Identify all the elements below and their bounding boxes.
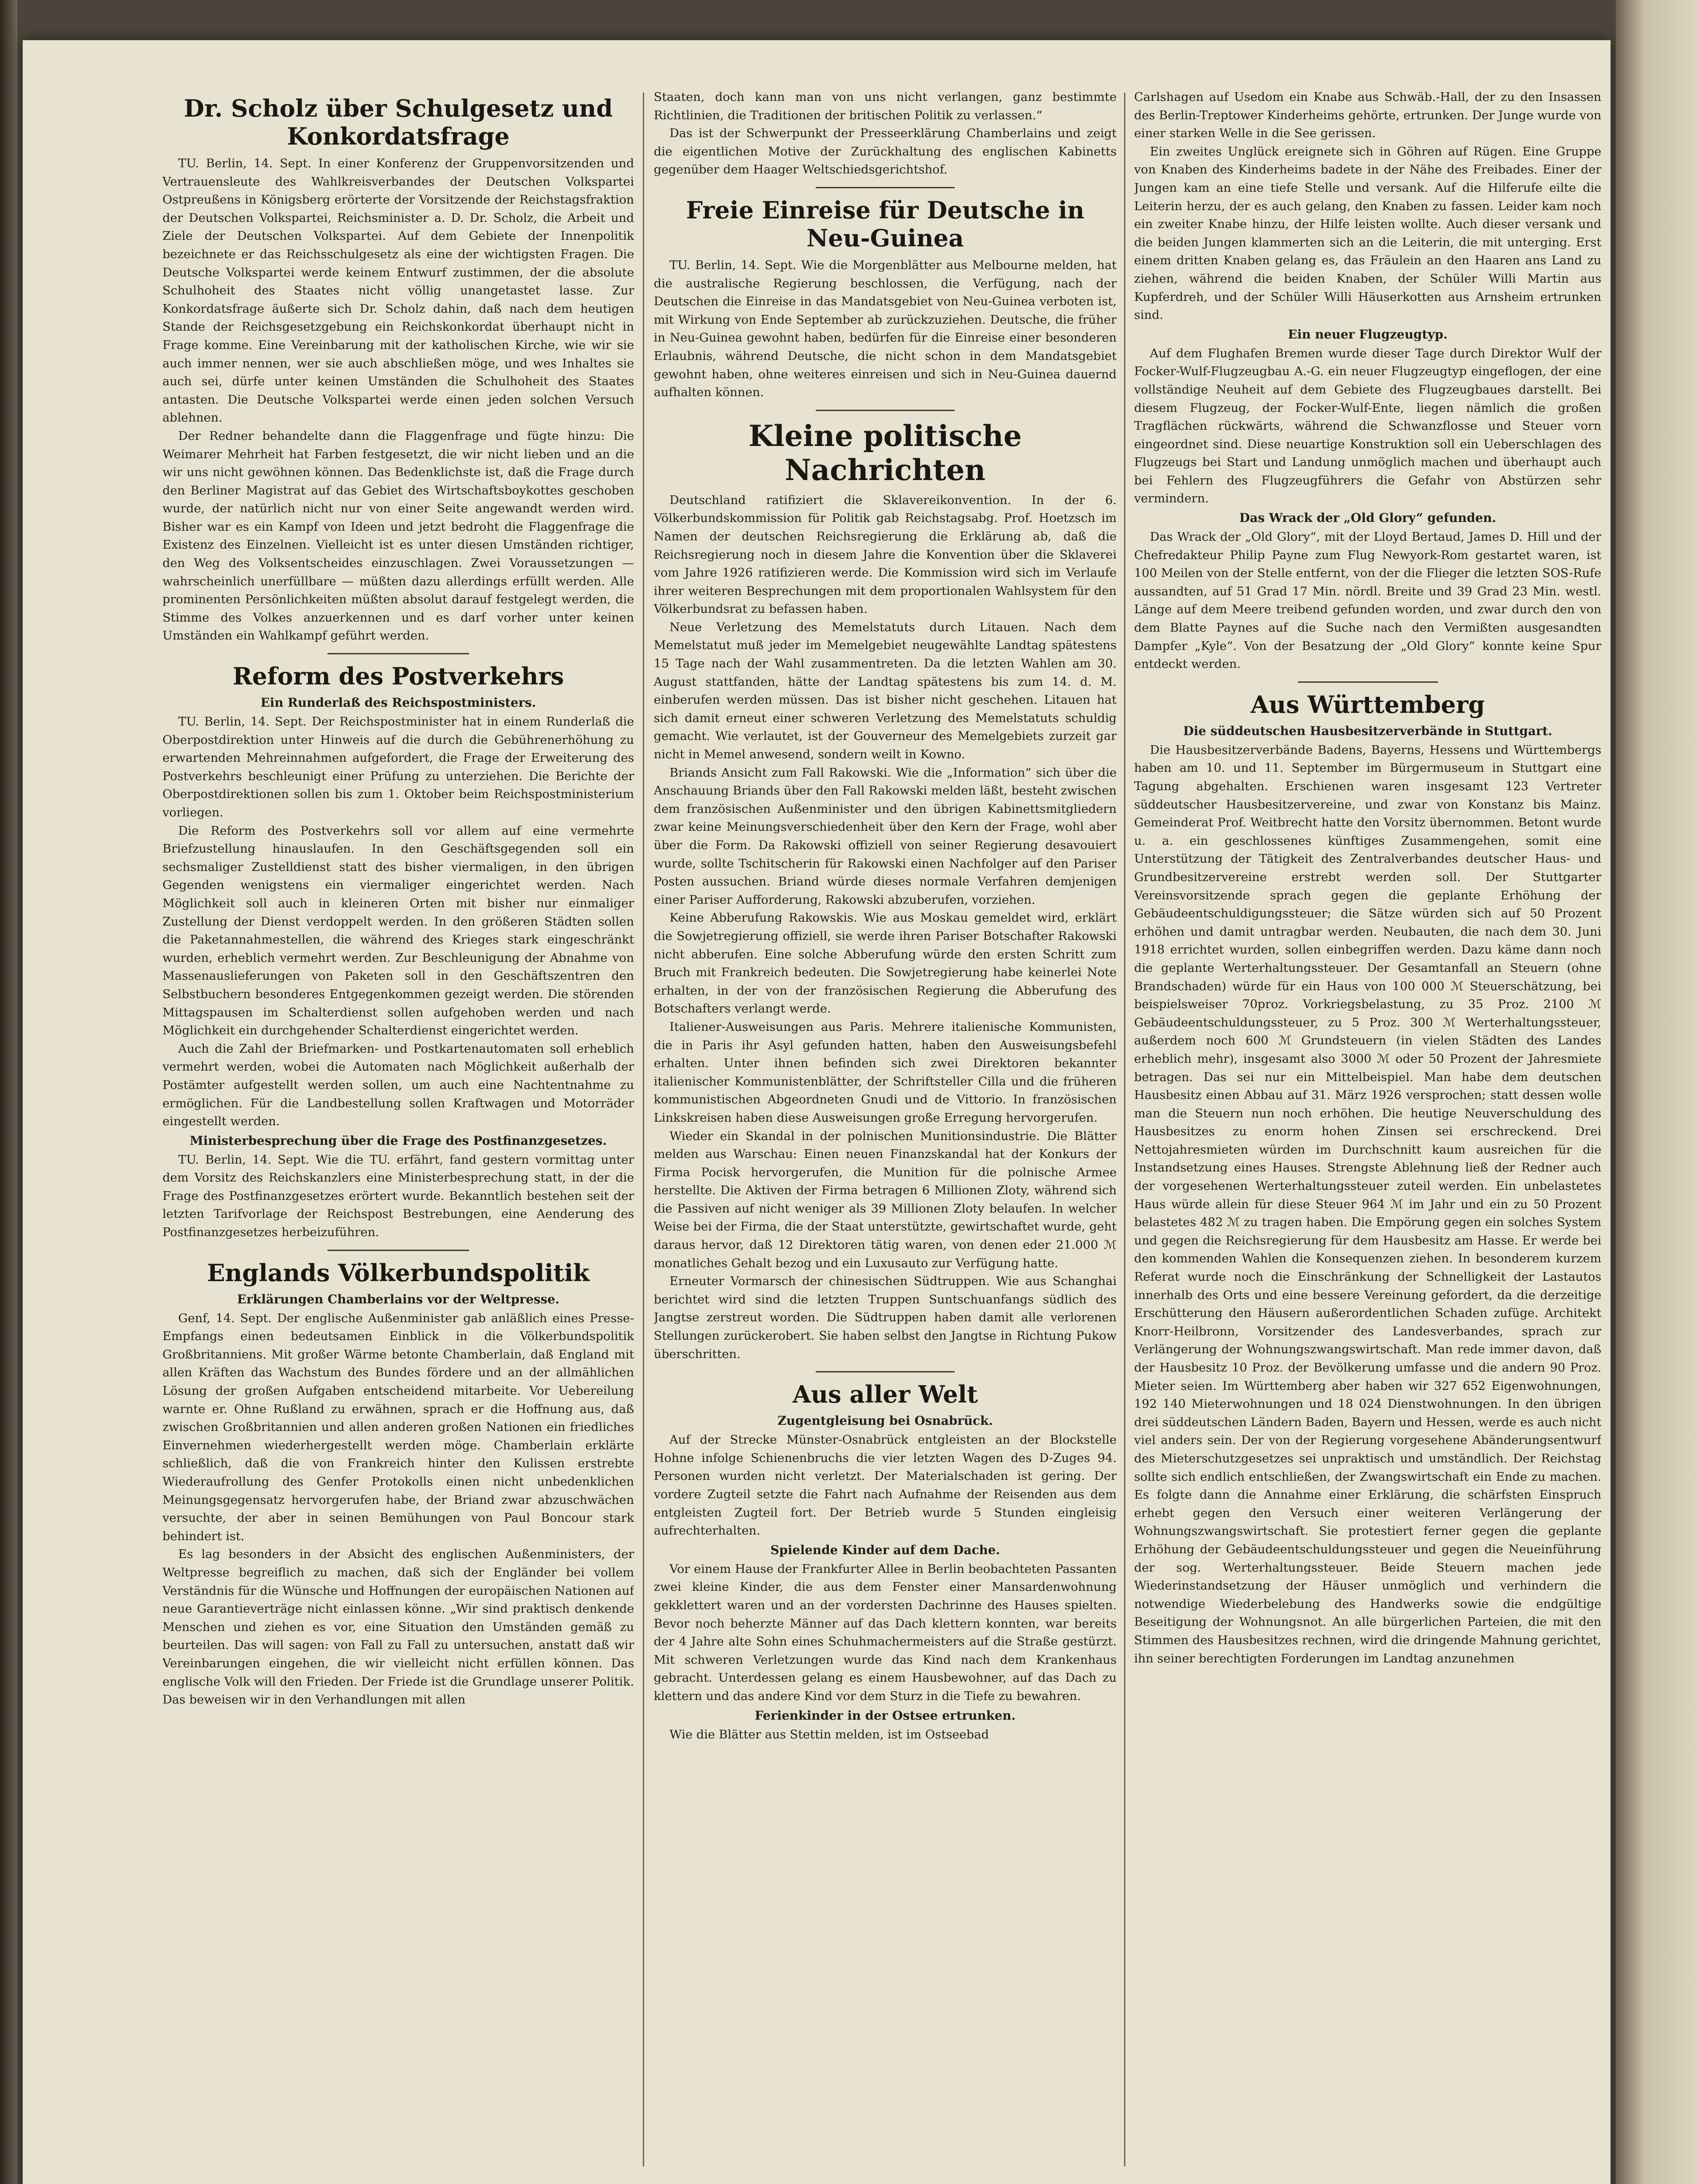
article-paragraph: Auch die Zahl der Briefmarken- und Postkartenautomaten soll erheblich vermehrt werden, wobei die Automaten nach Möglichkeit außerhalb der Postämter aufgestellt werden sollen, um auch eine Nachtentnahme zu ermöglichen. Für die Landbestellung sollen Kraftwagen und Motorräder eingestellt werden. [162,1041,634,1129]
newspaper-page [23,40,1611,2184]
section-separator [816,1371,955,1372]
article-headline: Freie Einreise für Deutsche in Neu-Guinea [686,196,1085,252]
article-paragraph: TU. Berlin, 14. Sept. Wie die TU. erfährt, fand gestern vormittag unter dem Vorsitz des Reichskanzlers eine Ministerbesprechung statt, in der die Frage des Postfinanzgesetzes erörtert wurde. Bekanntlich bestehen seit der letzten Tarifvorlage der Reichspost Bestrebungen, eine Aenderung des Postfinanzgesetzes herbeizuführen. [162,1152,634,1240]
article-headline: Aus Württemberg [1250,690,1485,719]
article-subheadline: Zugentgleisung bei Osnabrück. [777,1413,993,1428]
article-paragraph: Staaten, doch kann man von uns nicht verlangen, ganz bestimmte Richtlinien, die Traditionen der britischen Politik zu verlassen.“ [654,90,1117,122]
article-paragraph: Auf der Strecke Münster-Osnabrück entgleisten an der Blockstelle Hohne infolge Schienenbruchs die vier letzten Wagen des D-Zuges 94. Personen wurden nicht verletzt. Der Materialschaden ist gering. Der vordere Zugteil setzte die Fahrt nach Aufnahme der Reisenden aus dem entgleisten Zugteil fort. Der Betrieb wurde 5 Stunden eingleisig aufrechterhalten. [654,1433,1117,1538]
article-paragraph: Das ist der Schwerpunkt der Presseerklärung Chamberlains und zeigt die eigentlichen Motive der Zurückhaltung des englischen Kabinetts gegenüber dem Haager Weltschiedsgerichtshof. [654,126,1117,177]
article-paragraph: Vor einem Hause der Frankfurter Allee in Berlin beobachteten Passanten zwei kleine Kinder, die aus dem Fenster einer Mansardenwohnung gekklettert waren und an der vordersten Dachrinne des Hauses spielten. Bevor noch beherzte Männer auf das Dach klettern konnten, war bereits der 4 Jahre alte Sohn eines Schuhmachermeisters auf die Straße gestürzt. Mit schweren Verletzungen wurde das Kind nach dem Krankenhaus gebracht. Unterdessen gelang es einem Hausbewohner, auf das Dach zu klettern und das andere Kind vor dem Sturz in die Tiefe zu bewahren. [654,1562,1117,1703]
article-subheadline: Ministerbesprechung über die Frage des Postfinanzgesetzes. [190,1133,607,1148]
article-headline: Englands Völkerbundspolitik [207,1258,590,1287]
article-headline: Reform des Postverkehrs [232,662,564,691]
column-rule [1124,93,1125,2167]
section-separator [328,653,469,654]
column-3 [1134,88,1601,2175]
article-paragraph: Briands Ansicht zum Fall Rakowski. Wie die „Information“ sich über die Anschauung Briands über den Fall Rakowski melden läßt, besteht zwischen dem französischen Außenminister und den übrigen Kabinettsmitgliedern zwar keine Meinungsverschiedenheit über den Kern der Frage, wohl aber über die Form. Da Rakowski offiziell von seiner Regierung desavouiert wurde, sollte Tschitscherin für Rakowski einen Nachfolger auf den Pariser Posten aussuchen. Briand würde dieses normale Verfahren demjenigen einer Pariser Aufforderung, Rakowski abzuberufen, vorziehen. [654,765,1117,907]
article-paragraph: Deutschland ratifiziert die Sklavereikonvention. In der 6. Völkerbundskommission für Politik gab Reichstagsabg. Prof. Hoetzsch im Namen der deutschen Reichsregierung die Erklärung ab, daß die Reichsregierung noch in diesem Jahre die Konvention über die Sklaverei vom Jahre 1926 ratifizieren werde. Die Kommission wird sich im Verlaufe ihrer weiteren Besprechungen mit dem proportionalen Wahlsystem für den Völkerbundsrat zu befassen haben. [654,493,1117,616]
article-paragraph: Italiener-Ausweisungen aus Paris. Mehrere italienische Kommunisten, die in Paris ihr Asyl gefunden hatten, haben den Ausweisungsbefehl erhalten. Unter ihnen befinden sich zwei Direktoren bekannter italienischer Kommunistenblätter, der Schriftsteller Cilla und die früheren kommunistischen Abgeordneten Gnudi und de Vittorio. In französischen Linkskreisen haben diese Ausweisungen große Erregung hervorgerufen. [654,1019,1117,1125]
article-paragraph: Die Hausbesitzerverbände Badens, Bayerns, Hessens und Württembergs haben am 10. und 11. September im Bürgermuseum in Stuttgart eine Tagung abgehalten. Erschienen waren insgesamt 123 Vertreter süddeutscher Hausbesitzervereine, und zwar von Konstanz bis Mainz. Gemeinderat Prof. Weitbrecht hatte den Vorsitz übernommen. Betont wurde u. a. ein geschlossenes künftiges Zusammengehen, somit eine Unterstützung der Tätigkeit des Zentralverbandes deutscher Haus- und Grundbesitzervereine erstrebt werden soll. Der Stuttgarter Vereinsvorsitzende sprach gegen die geplante Erhöhung der Gebäudeentschuldigungssteuer; die Sätze würden sich auf 50 Prozent erhöhen und damit untragbar werden. Neubauten, die nach dem 30. Juni 1918 errichtet wurden, sollen einbegriffen werden. Dazu käme dann noch die geplante Werterhaltungssteuer. Der Gesamtanfall an Steuern (ohne Brandschaden) würde für ein Haus von 100 000 ℳ Steuerschätzung, bei beispielsweiser 70proz. Vorkriegsbelastung, zu 35 Proz. 2100 ℳ Gebäudeentschuldungssteuer, zu 5 Proz. 300 ℳ Werterhaltungssteuer, außerdem noch 600 ℳ Grundsteuern (in vielen Städten des Landes erheblich mehr), insgesamt also 3000 ℳ oder 50 Prozent der Jahresmiete betragen. Das sei nur ein Mittelbeispiel. Man habe dem deutschen Hausbesitz einen Abbau auf 31. März 1926 versprochen; statt dessen wolle man die Steuern nun noch erhöhen. Die heutige Neuverschuldung des Hausbesitzes zu enorm hohen Zinsen sei erschreckend. Drei Nettojahresmieten würden im Durchschnitt kaum ausreichen für die Instandsetzung eines Hauses. Strengste Ablehnung ließ der Redner auch der vorgesehenen Werterhaltungssteuer zuteil werden. Ein unbelastetes Haus würde allein für diese Steuer 964 ℳ im Jahr und ein zu 50 Prozent belastetes 482 ℳ zu tragen haben. Die Empörung gegen ein solches System und gegen die Reichsregierung für dem Hausbesitz am Hasse. Er werde bei den kommenden Wahlen die Konsequenzen ziehen. In besonderem kurzem Referat wurde noch die Einschränkung der Schnelligkeit der Lastautos innerhalb des Orts und eine bessere Vereinung gefordert, da die derzeitige Erschütterung den Häusern außerordentlichen Schaden zufüge. Architekt Knorr-Heilbronn, Vorsitzender des Landesverbandes, sprach zur Verlängerung der Wohnungszwangswirtschaft. Man rede immer davon, daß der Hausbesitz 10 Proz. der Bevölkerung umfasse und die andern 90 Proz. Mieter seien. Im Württemberg aber haben wir 327 652 Eigenwohnungen, 192 140 Mieterwohnungen und 18 024 Dienstwohnungen. In den übrigen drei süddeutschen Ländern Baden, Bayern und Hessen, werde es auch nicht viel anders sein. Der von der Regierung vorgesehene Abänderungsentwurf des Mieterschutzgesetzes sei unpraktisch und umständlich. Der Reichstag sollte sich endlich entschließen, der Zwangswirtschaft ein Ende zu machen. Es folgte dann die Annahme einer Erklärung, die schärfsten Einspruch erhebt gegen den Versuch einer weiteren Verlängerung der Wohnungszwangswirtschaft. Sie protestiert ferner gegen die geplante Erhöhung der Gebäudeentschuldungssteuer und gegen die Neueinführung der sog. Werterhaltungssteuer. Beide Steuern machen jede Wiederinstandsetzung der Häuser unmöglich und verhindern die notwendige Wiederbelebung des Handwerks sowie die endgültige Beseitigung der Wohnungsnot. An alle bürgerlichen Parteien, die mit den Stimmen des Hausbesitzes rechnen, wird die dringende Mahnung gerichtet, ihn seiner berechtigten Forderungen im Landtag anzunehmen [1134,743,1601,1666]
article-paragraph: Es lag besonders in der Absicht des englischen Außenministers, der Weltpresse begreiflich zu machen, daß sich der Engländer bei vollem Verständnis für die Wünsche und Hoffnungen der europäischen Nationen auf neue Garantieverträge nicht einlassen könne. „Wir sind praktisch denkende Menschen und ziehen es vor, eine Situation den Umständen gemäß zu beurteilen. Das will sagen: von Fall zu Fall zu untersuchen, anstatt daß wir Vereinbarungen eingehen, die wir vielleicht nicht erfüllen können. Das englische Volk will den Frieden. Der Friede ist die Grundlage unserer Politik. Das beweisen wir in den Verhandlungen mit allen [162,1547,634,1707]
article-paragraph: Carlshagen auf Usedom ein Knabe aus Schwäb.-Hall, der zu den Insassen des Berlin-Treptower Kinderheims gehörte, ertrunken. Der Junge wurde von einer starken Welle in die See gerissen. [1134,90,1601,141]
page-edge-shadow [0,0,17,2184]
article-paragraph: Das Wrack der „Old Glory“, mit der Lloyd Bertaud, James D. Hill und der Chefredakteur Philip Payne zum Flug Newyork-Rom gestartet waren, ist 100 Meilen von der Stelle entfernt, von der die Flieger die letzten SOS-Rufe aussandten, auf 51 Grad 17 Min. nördl. Breite und 39 Grad 23 Min. westl. Länge auf dem Meere treibend gefunden worden, und zwar durch den von dem Blatte Paynes auf die Suche nach den Vermißten ausgesandten Dampfer „Kyle“. Von der Besatzung der „Old Glory“ konnte keine Spur entdeckt werden. [1134,530,1601,671]
article-paragraph: Neue Verletzung des Memelstatuts durch Litauen. Nach dem Memelstatut muß jeder im Memelgebiet neugewählte Landtag spätestens 15 Tage nach der Wahl zusammentreten. Da die letzten Wahlen am 30. August stattfanden, hätte der Landtag spätestens bis zum 14. d. M. einberufen werden müssen. Das ist bisher nicht geschehen. Litauen hat sich damit erneut einer schweren Verletzung des Memelstatuts schuldig gemacht. Wie verlautet, ist der Gouverneur des Memelgebiets zurzeit gar nicht in Memel anwesend, sondern weilt in Kowno. [654,620,1117,762]
column-rule [643,93,644,2167]
article-paragraph: Der Redner behandelte dann die Flaggenfrage und fügte hinzu: Die Weimarer Mehrheit hat Farben festgesetzt, die wir nicht lieben und an die wir uns nicht gewöhnen können. Das Bedenklichste ist, daß die Frage durch den Berliner Magistrat auf das Gebiet des Wirtschaftsboykottes geschoben wurde, der natürlich nicht nur von einer Seite angewandt werden wird. Bisher war es ein Kampf von Ideen und jetzt bedroht die Flaggenfrage die Existenz des Einzelnen. Vielleicht ist es unter diesen Umständen richtiger, den Weg des Volksentscheides einzuschlagen. Zwei Voraussetzungen — wahrscheinlich unerfüllbare — müßten dazu allerdings erfüllt werden. Alle prominenten Persönlichkeiten müßten absolut darauf festgelegt werden, die Stimme des Volkes anzuerkennen und es darf vorher unter keinen Umständen ein Wahlkampf geführt werden. [162,429,634,643]
article-subheadline: Ferienkinder in der Ostsee ertrunken. [755,1708,1016,1723]
section-separator [816,187,955,188]
article-paragraph: TU. Berlin, 14. Sept. Wie die Morgenblätter aus Melbourne melden, hat die australische Regierung beschlossen, die Verfügung, nach der Deutschen die Einreise in das Mandatsgebiet von Neu-Guinea verboten ist, mit Wirkung von Ende September ab zurückzuziehen. Deutsche, die früher in Neu-Guinea gewohnt haben, bedürfen für die Einreise einer besonderen Erlaubnis, während Deutsche, die nicht schon in dem Mandatsgebiet gewohnt haben, ohne weiteres einreisen und sich in Neu-Guinea dauernd aufhalten können. [654,258,1117,400]
column-2 [654,88,1117,2175]
article-paragraph: Auf dem Flughafen Bremen wurde dieser Tage durch Direktor Wulf der Focker-Wulf-Flugzeugbau A.-G. ein neuer Flugzeugtyp eingeflogen, der eine vollständige Neuheit auf dem Gebiete des Flugzeugbaues darstellt. Bei diesem Flugzeug, der Focker-Wulf-Ente, liegen nämlich die großen Tragflächen rückwärts, während die Schwanzflosse und Steuer vorn eingeordnet sind. Diese neuartige Konstruktion soll ein Ueberschlagen des Flugzeugs bei Start und Landung unmöglich machen und überhaupt auch bei Fehlern des Flugzeugführers die Gefahr von Abstürzen sehr vermindern. [1134,346,1601,506]
section-separator [816,410,955,411]
article-subheadline: Erklärungen Chamberlains vor der Weltpresse. [237,1292,560,1306]
article-paragraph: TU. Berlin, 14. Sept. Der Reichspostminister hat in einem Runderlaß die Oberpostdirektion unter Hinweis auf die durch die Gebührenerhöhung zu erwartenden Mehreinnahmen aufgefordert, die Frage der Erweiterung des Postverkehrs beschleunigt einer Prüfung zu unterziehen. Die Berichte der Oberpostdirektionen sollen bis zum 1. Oktober beim Reichspostministerium vorliegen. [162,715,634,819]
article-paragraph: Wie die Blätter aus Stettin melden, ist im Ostseebad [669,1727,989,1742]
article-paragraph: Genf, 14. Sept. Der englische Außenminister gab anläßlich eines Presse-Empfangs einen bedeutsamen Einblick in die Völkerbundspolitik Großbritanniens. Mit großer Wärme betonte Chamberlain, daß England mit allen Kräften das Wachstum des Bundes fördere und an der allmählichen Lösung der großen Aufgaben entscheidend mitarbeite. Vor Uebereilung warnte er. Ohne Rußland zu erwähnen, sprach er die Hoffnung aus, daß zwischen Großbritannien und allen anderen großen Nationen ein friedliches Einvernehmen wiederhergestellt werden möge. Chamberlain erklärte schließlich, daß die von Frankreich hinter den Kulissen erstrebte Wiederaufrollung des Genfer Protokolls einen nicht unbedenklichen Meinungsgegensatz hervorgerufen habe, der Briand zwar abzuschwächen versuchte, der aber in seinen Bemühungen von Paul Boncour stark behindert ist. [162,1311,634,1543]
article-headline: Dr. Scholz über Schulgesetz und Konkordatsfrage [183,94,613,150]
article-subheadline: Ein neuer Flugzeugtyp. [1288,327,1448,342]
article-paragraph: Die Reform des Postverkehrs soll vor allem auf eine vermehrte Briefzustellung hinauslaufen. In den Geschäftsgegenden soll ein sechsmaliger Zustelldienst statt des bisher viermaligen, in den übrigen Gegenden wenigstens ein viermaliger eingerichtet werden. Nach Möglichkeit soll auch in kleineren Orten mit bisher nur einmaliger Zustellung der Dienst verdoppelt werden. In den größeren Städten sollen die Paketannahmestellen, die während des Krieges stark eingeschränkt wurden, erheblich vermehrt werden. Zur Beschleunigung der Abnahme von Massenauslieferungen von Paketen soll in den Geschäftszentren den Selbstbuchern besonderes Entgegenkommen gezeigt werden. Die störenden Mittagspausen im Schalterdienst sollen aufgehoben werden und nach Möglichkeit ein durchgehender Schalterdienst eingerichtet werden. [162,823,634,1038]
article-subheadline: Das Wrack der „Old Glory“ gefunden. [1239,511,1497,525]
article-subheadline: Die süddeutschen Hausbesitzerverbände in Stuttgart. [1183,723,1552,738]
article-paragraph: Wieder ein Skandal in der polnischen Munitionsindustrie. Die Blätter melden aus Warschau: Einen neuen Finanzskandal hat der Konkurs der Firma Pocisk hervorgerufen, die Munition für die polnische Armee herstellte. Die Aktiven der Firma betragen 6 Millionen Zloty, während sich die Passiven auf nicht weniger als 39 Millionen Zloty belaufen. In welcher Weise bei der Firma, die der Staat unterstützte, gewirtschaftet wurde, geht daraus hervor, daß 12 Direktoren tätig waren, von denen eder 21.000 ℳ monatliches Gehalt bezog und ein Luxusauto zur Verfügung hatte. [654,1129,1117,1270]
column-1 [162,88,634,2175]
article-paragraph: Keine Abberufung Rakowskis. Wie aus Moskau gemeldet wird, erklärt die Sowjetregierung offiziell, sie werde ihren Pariser Botschafter Rakowski nicht abberufen. Eine solche Abberufung würde den ersten Schritt zum Bruch mit Frankreich bedeuten. Die Sowjetregierung habe keinerlei Note erhalten, in der von der französischen Regierung die Abberufung des Botschafters verlangt werde. [654,911,1117,1016]
section-separator [328,1250,469,1251]
article-paragraph: Erneuter Vormarsch der chinesischen Südtruppen. Wie aus Schanghai berichtet wird sind die letzten Truppen Suntschuanfangs südlich des Jangtse zerstreut worden. Die Südtruppen haben damit alle verlorenen Stellungen zurückerobert. Sie haben selbst den Jangtse in Richtung Pukow überschritten. [654,1274,1117,1361]
article-subheadline: Spielende Kinder auf dem Dache. [770,1542,1000,1557]
article-subheadline: Ein Runderlaß des Reichspostministers. [260,695,536,710]
article-headline: Kleine politische Nachrichten [748,418,1022,487]
section-separator [1298,681,1438,683]
article-headline: Aus aller Welt [792,1380,978,1409]
article-paragraph: Ein zweites Unglück ereignete sich in Göhren auf Rügen. Eine Gruppe von Knaben des Kinderheims badete in der Nähe des Freibades. Einer der Jungen kam an eine tiefe Stelle und versank. Auf die Hilferufe eilte die Leiterin herzu, der es auch gelang, den Knaben zu fassen. Leider kam noch ein zweiter Knabe hinzu, der Hilfe leisten wollte. Auch dieser versank und die beiden Jungen klammerten sich an die Leiterin, die mit unterging. Erst einem dritten Knaben gelang es, das Fräulein an den Haaren ans Land zu ziehen, während die beiden Knaben, der Schüler Willi Martin aus Kupferdreh, und der Schüler Willi Häuserkotten aus Arnsheim ertrunken sind. [1134,144,1601,322]
article-paragraph: TU. Berlin, 14. Sept. In einer Konferenz der Gruppenvorsitzenden und Vertrauensleute des Wahlkreisverbandes der Deutschen Volkspartei Ostpreußens in Königsberg erörterte der Vorsitzende der Reichstagsfraktion der Deutschen Volkspartei, Reichsminister a. D. Dr. Scholz, die Arbeit und Ziele der Deutschen Volkspartei. Auf dem Gebiete der Innenpolitik bezeichnete er das Reichsschulgesetz als eine der wichtigsten Fragen. Die Deutsche Volkspartei werde keinem Entwurf zustimmen, der die absolute Schulhoheit des Staates nicht völlig unangetastet lasse. Zur Konkordatsfrage äußerte sich Dr. Scholz dahin, daß nach dem heutigen Stande der Reichsgesetzgebung ein Reichskonkordat überhaupt nicht in Frage komme. Eine Vereinbarung mit der katholischen Kirche, wie wir sie auch immer nennen, wer sie auch abschließen möge, und wes Inhaltes sie auch sei, dürfe unter keinen Umständen die Schulhoheit des Staates antasten. Die Deutsche Volkspartei werde einen jeden solchen Versuch ablehnen. [162,156,634,425]
adjacent-page-edge [1616,0,1697,2184]
